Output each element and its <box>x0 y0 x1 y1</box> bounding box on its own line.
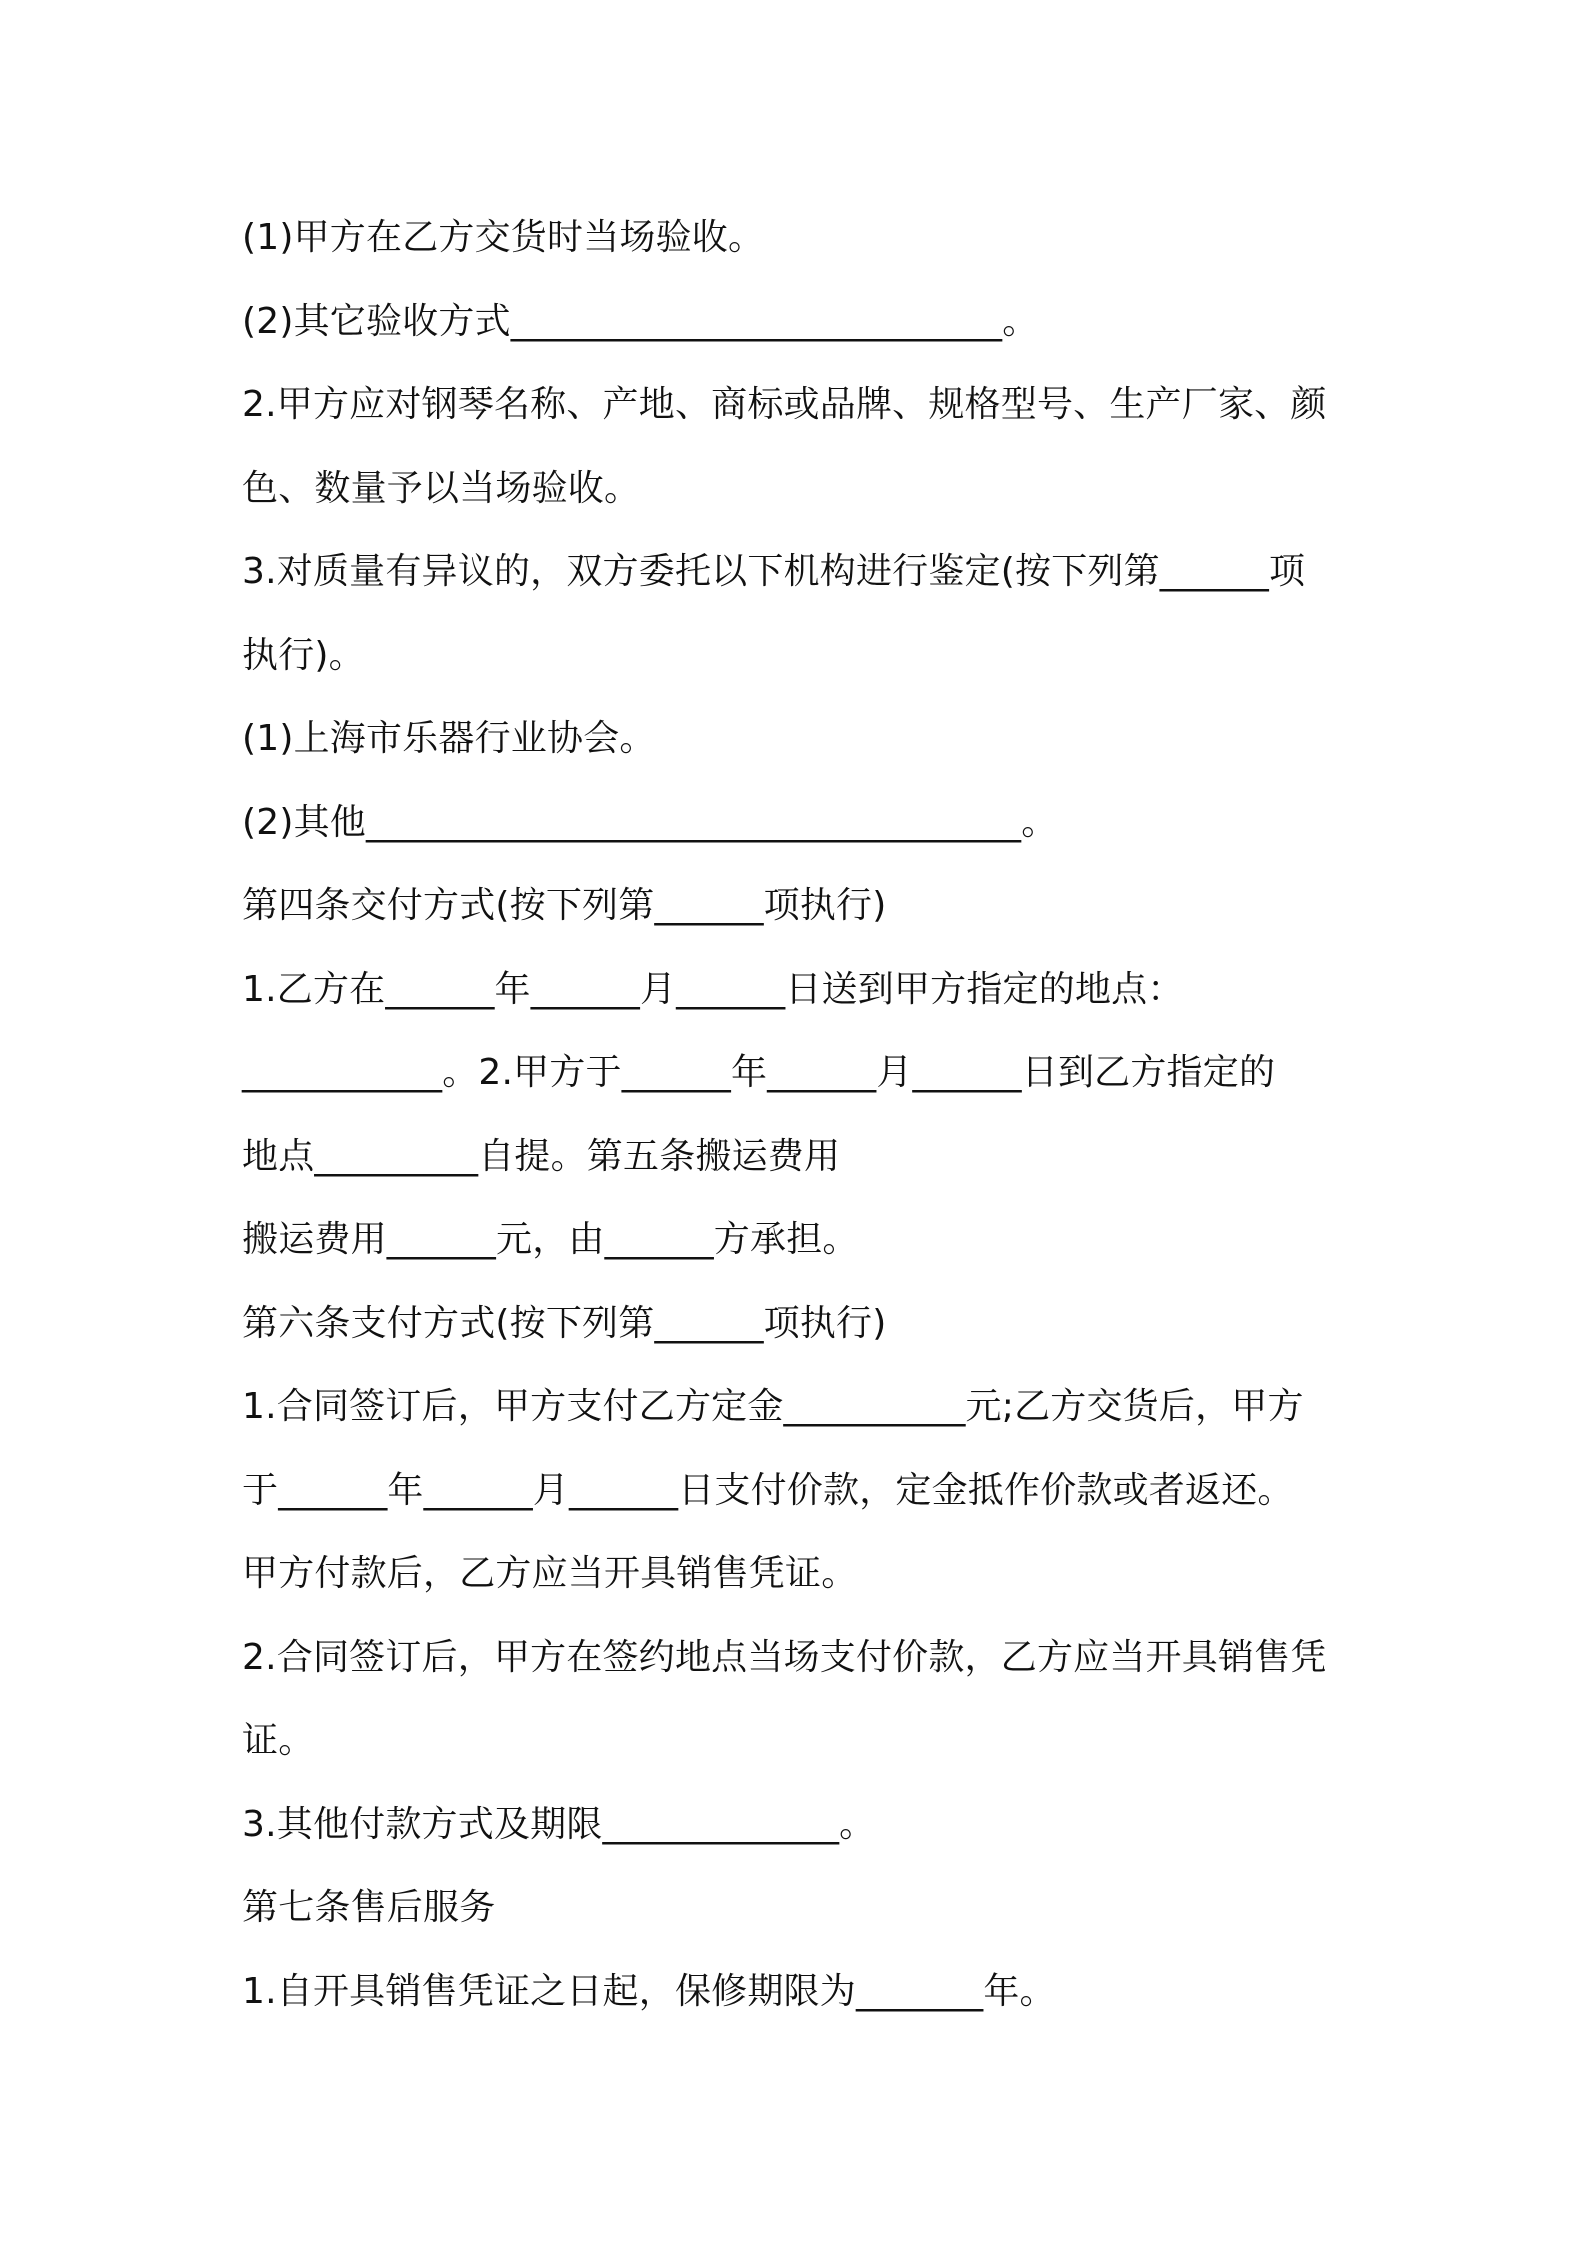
article-4-item-1: 1.乙方在______年______月______日送到甲方指定的地点： <box>242 968 1184 1010</box>
clause-inspection-line-1: 2.甲方应对钢琴名称、产地、商标或品牌、规格型号、生产厂家、颜 <box>242 384 1327 425</box>
clause-dispute-option-2: (2)其他____________________________________。 <box>242 801 1058 843</box>
article-6-heading: 第六条支付方式(按下列第______项执行) <box>242 1302 887 1344</box>
clause-dispute-line-1: 3.对质量有异议的，双方委托以下机构进行鉴定(按下列第______项 <box>242 551 1306 592</box>
article-4-item-2: ___________。2.甲方于______年______月______日到乙方指定的 <box>242 1052 1276 1093</box>
article-7-item-1: 1.自开具销售凭证之日起，保修期限为_______年。 <box>242 1970 1056 2012</box>
clause-inspection-line-2: 色、数量予以当场验收。 <box>242 467 641 509</box>
article-5-body: 搬运费用______元，由______方承担。 <box>242 1219 859 1260</box>
article-7-heading: 第七条售后服务 <box>242 1887 496 1928</box>
article-4-5-line: 地点_________自提。第五条搬运费用 <box>242 1135 841 1177</box>
article-6-item-1-line-3: 甲方付款后，乙方应当开具销售凭证。 <box>242 1553 858 1594</box>
clause-acceptance-2: (2)其它验收方式___________________________。 <box>242 300 1039 342</box>
clause-acceptance-1: (1)甲方在乙方交货时当场验收。 <box>242 217 765 258</box>
document-body <box>242 196 1362 2033</box>
article-6-item-2-line-1: 2.合同签订后，甲方在签约地点当场支付价款，乙方应当开具销售凭 <box>242 1636 1327 1678</box>
article-6-item-2-line-2: 证。 <box>242 1720 315 1761</box>
clause-dispute-line-2: 执行)。 <box>242 634 365 676</box>
article-6-item-3: 3.其他付款方式及期限_____________。 <box>242 1803 876 1845</box>
clause-dispute-option-1: (1)上海市乐器行业协会。 <box>242 718 656 759</box>
article-4-heading: 第四条交付方式(按下列第______项执行) <box>242 885 887 926</box>
article-6-item-1-line-1: 1.合同签订后，甲方支付乙方定金__________元;乙方交货后，甲方 <box>242 1386 1304 1427</box>
article-6-item-1-line-2: 于______年______月______日支付价款，定金抵作价款或者返还。 <box>242 1469 1294 1511</box>
